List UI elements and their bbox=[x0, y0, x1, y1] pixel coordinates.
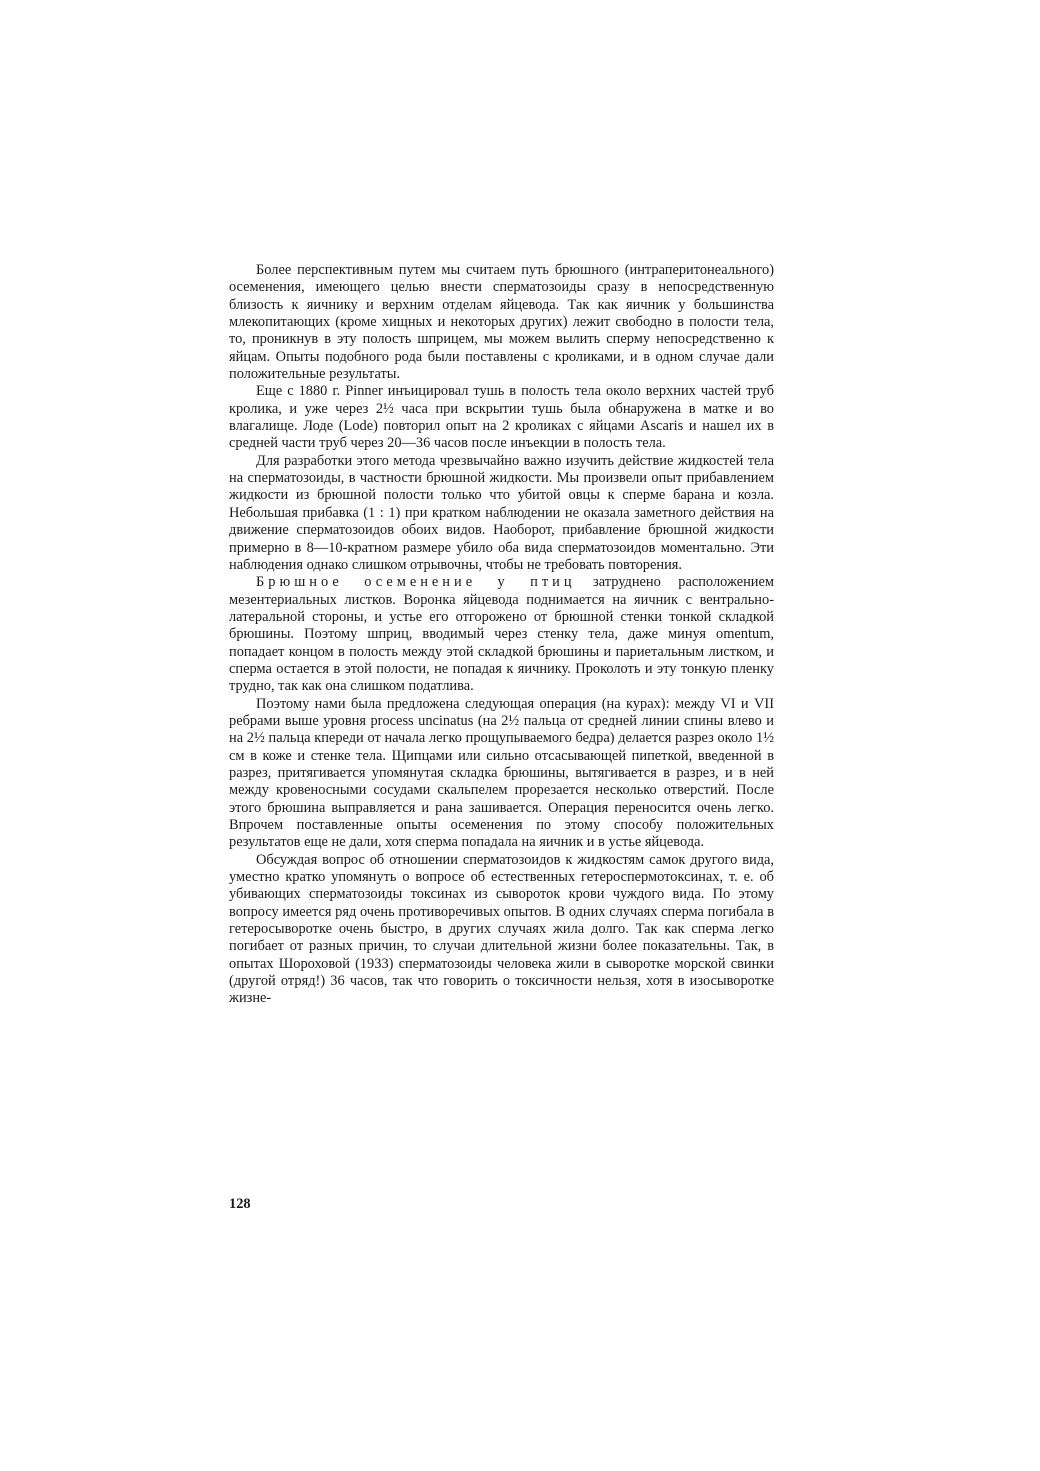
paragraph: Более перспективным путем мы считаем путь брюшного (интраперитонеального) осеменения, имеющего целью внести сперматозоиды сразу в непосредственную близость к яичнику и верхним отделам яйцевода. Так как яичник у большинства млекопитающих (кроме хищных и некоторых других) лежит свободно в полости тела, то, проникнув в эту полость шприцем, мы можем вылить сперму непосредственно к яйцам. Опыты подобного рода были поставлены с кроликами, и в одном случае дали положительные результаты. bbox=[229, 262, 774, 383]
paragraph: Еще с 1880 г. Pinner инъицировал тушь в полость тела около верхних частей труб кролика, и уже через 2½ часа при вскрытии тушь была обнаружена в матке и во влагалище. Лоде (Lode) повторил опыт на 2 кроликах с яйцами Ascaris и нашел их в средней части труб через 20—36 часов после инъекции в полость тела. bbox=[229, 383, 774, 452]
page-number: 128 bbox=[229, 1196, 251, 1212]
paragraph bbox=[229, 574, 774, 695]
page-body bbox=[229, 262, 774, 1008]
paragraph: Для разработки этого метода чрезвычайно важно изучить действие жидкостей тела на сперматозоиды, в частности брюшной жидкости. Мы произвели опыт прибавлением жидкости из брюшной полости только что убитой овцы к сперме барана и козла. Небольшая прибавка (1 : 1) при кратком наблюдении не оказала заметного действия на движение сперматозоидов обоих видов. Наоборот, прибавление брюшной жидкости примерно в 8—10-кратном размере убило оба вида сперматозоидов моментально. Эти наблюдения однако слишком отрывочны, чтобы не требовать повторения. bbox=[229, 452, 774, 573]
paragraph: Обсуждая вопрос об отношении сперматозоидов к жидкостям самок другого вида, уместно кратко упомянуть о вопросе об естественных гетероспермотоксинах, т. е. об убивающих сперматозоиды токсинах из сывороток крови чуждого вида. По этому вопросу имеется ряд очень противоречивых опытов. В одних случаях сперма погибала в гетеросыворотке очень быстро, в других случаях жила долго. Так как сперма легко погибает от разных причин, то случаи длительной жизни более показательны. Так, в опытах Шороховой (1933) сперматозоиды человека жили в сыворотке морской свинки (другой отряд!) 36 часов, так что говорить о токсичности нельзя, хотя в изосыворотке жизне- bbox=[229, 851, 774, 1007]
paragraph: Поэтому нами была предложена следующая операция (на курах): между VI и VII ребрами выше уровня process uncinatus (на 2½ пальца от средней линии спины влево и на 2½ пальца кпереди от начала легко прощупываемого бедра) делается разрез около 1½ см в коже и стенке тела. Щипцами или сильно отсасывающей пипеткой, введенной в разрез, притягивается упомянутая складка брюшины, вытягивается в разрез, и в ней между кровеносными сосудами скальпелем прорезается несколько отверстий. После этого брюшина выправляется и рана зашивается. Операция переносится очень легко. Впрочем поставленные опыты осеменения по этому способу положительных результатов еще не дали, хотя сперма попадала на яичник и в устье яйцевода. bbox=[229, 695, 774, 851]
paragraph-text: затруднено расположением мезентериальных листков. Воронка яйцевода поднимается на яичник с вентрально-латеральной стороны, и устье его отгорожено от брюшной стенки тонкой складкой брюшины. Поэтому шприц, вводимый через стенку тела, даже минуя omentum, попадает концом в полость между этой складкой брюшины и париетальным листком, и сперма остается в этой полости, не попадая к яичнику. Проколоть и эту тонкую пленку трудно, так как она слишком податлива. bbox=[229, 574, 774, 695]
spaced-heading: Брюшное осеменение у птиц bbox=[256, 574, 576, 591]
